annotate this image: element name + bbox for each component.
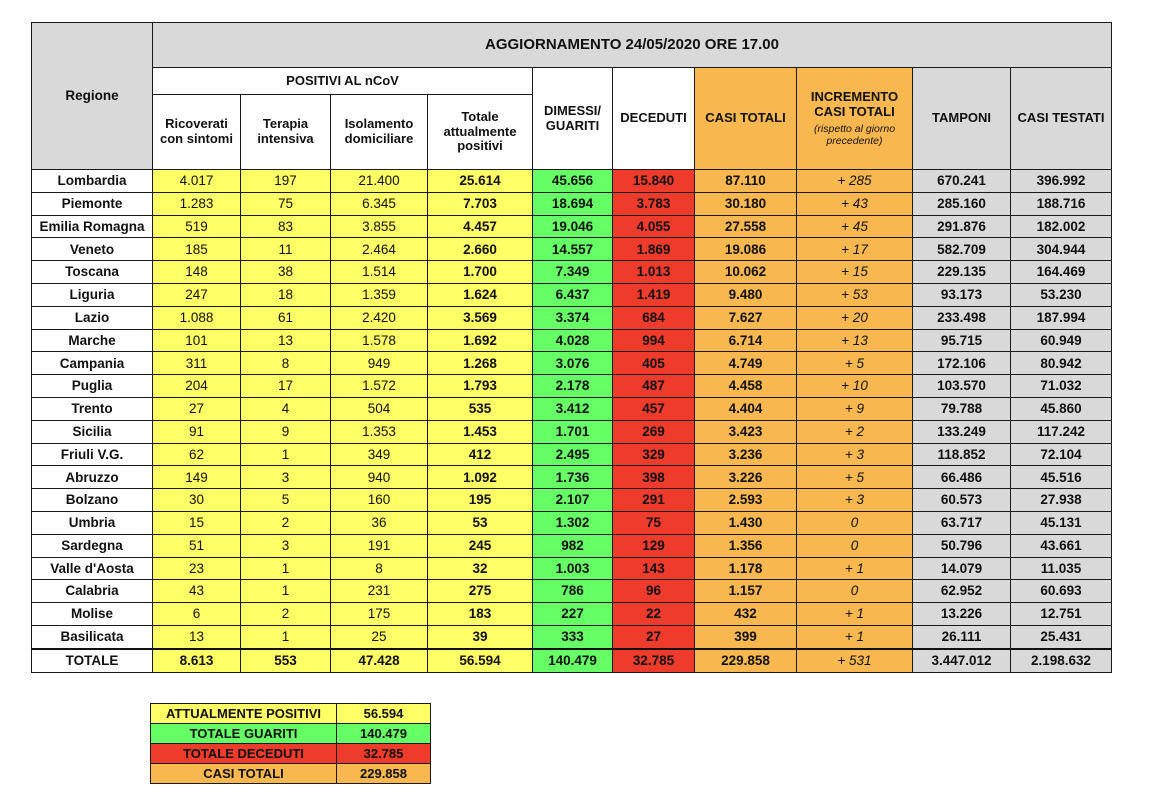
cell-isolamento: 2.420 (331, 306, 428, 329)
cell-casi: 4.458 (695, 375, 797, 398)
table-body (32, 170, 1112, 649)
header-ricoverati: Ricoverati con sintomi (153, 95, 241, 170)
cell-incremento: + 2 (797, 420, 913, 443)
cell-deceduti: 457 (613, 397, 695, 420)
cell-terapia: 61 (241, 306, 331, 329)
cell-isolamento: 1.572 (331, 375, 428, 398)
cell-ricoverati: 185 (153, 238, 241, 261)
cell-tamponi: 172.106 (913, 352, 1011, 375)
cell-deceduti: 398 (613, 466, 695, 489)
table-row (32, 192, 1112, 215)
cell-regione: Liguria (32, 283, 153, 306)
totale-dimessi: 140.479 (533, 649, 613, 673)
cell-regione: Bolzano (32, 489, 153, 512)
cell-dimessi: 6.437 (533, 283, 613, 306)
cell-tamponi: 62.952 (913, 580, 1011, 603)
cell-ricoverati: 4.017 (153, 170, 241, 193)
cell-ricoverati: 149 (153, 466, 241, 489)
table-row (32, 238, 1112, 261)
cell-casi: 3.423 (695, 420, 797, 443)
totale-terapia: 553 (241, 649, 331, 673)
cell-totale: 535 (428, 397, 533, 420)
cell-ricoverati: 13 (153, 625, 241, 648)
cell-totale: 275 (428, 580, 533, 603)
cell-isolamento: 1.353 (331, 420, 428, 443)
cell-testati: 43.661 (1011, 534, 1112, 557)
summary-label: ATTUALMENTE POSITIVI (151, 704, 337, 724)
totale-incremento: + 531 (797, 649, 913, 673)
cell-testati: 396.992 (1011, 170, 1112, 193)
cell-casi: 7.627 (695, 306, 797, 329)
cell-terapia: 9 (241, 420, 331, 443)
cell-tamponi: 582.709 (913, 238, 1011, 261)
cell-ricoverati: 43 (153, 580, 241, 603)
cell-incremento: + 285 (797, 170, 913, 193)
cell-casi: 3.226 (695, 466, 797, 489)
cell-terapia: 1 (241, 443, 331, 466)
table-row (32, 397, 1112, 420)
header-casi-totali: CASI TOTALI (695, 68, 797, 170)
cell-totale: 1.692 (428, 329, 533, 352)
cell-terapia: 83 (241, 215, 331, 238)
cell-ricoverati: 15 (153, 511, 241, 534)
cell-regione: Abruzzo (32, 466, 153, 489)
cell-ricoverati: 27 (153, 397, 241, 420)
cell-deceduti: 15.840 (613, 170, 695, 193)
summary-row (151, 764, 431, 784)
summary-value: 229.858 (337, 764, 431, 784)
summary-row (151, 704, 431, 724)
cell-regione: Lazio (32, 306, 153, 329)
cell-dimessi: 14.557 (533, 238, 613, 261)
cell-dimessi: 18.694 (533, 192, 613, 215)
cell-deceduti: 4.055 (613, 215, 695, 238)
cell-deceduti: 75 (613, 511, 695, 534)
table-title: AGGIORNAMENTO 24/05/2020 ORE 17.00 (153, 23, 1112, 68)
cell-casi: 19.086 (695, 238, 797, 261)
header-isolamento: Isolamento domiciliare (331, 95, 428, 170)
cell-tamponi: 229.135 (913, 261, 1011, 284)
cell-regione: Emilia Romagna (32, 215, 153, 238)
table-row (32, 215, 1112, 238)
summary-label: TOTALE GUARITI (151, 724, 337, 744)
table-row (32, 603, 1112, 626)
header-regione: Regione (32, 23, 153, 170)
cell-casi: 27.558 (695, 215, 797, 238)
cell-regione: Valle d'Aosta (32, 557, 153, 580)
header-deceduti: DECEDUTI (613, 68, 695, 170)
cell-terapia: 1 (241, 625, 331, 648)
cell-ricoverati: 23 (153, 557, 241, 580)
cell-terapia: 38 (241, 261, 331, 284)
cell-dimessi: 3.412 (533, 397, 613, 420)
cell-casi: 6.714 (695, 329, 797, 352)
cell-regione: Lombardia (32, 170, 153, 193)
cell-dimessi: 1.701 (533, 420, 613, 443)
cell-incremento: + 5 (797, 352, 913, 375)
cell-isolamento: 25 (331, 625, 428, 648)
cell-testati: 117.242 (1011, 420, 1112, 443)
cell-isolamento: 1.578 (331, 329, 428, 352)
cell-isolamento: 160 (331, 489, 428, 512)
cell-deceduti: 1.419 (613, 283, 695, 306)
cell-terapia: 2 (241, 603, 331, 626)
cell-terapia: 3 (241, 466, 331, 489)
cell-totale: 2.660 (428, 238, 533, 261)
cell-terapia: 5 (241, 489, 331, 512)
cell-dimessi: 2.495 (533, 443, 613, 466)
summary-value: 32.785 (337, 744, 431, 764)
cell-isolamento: 349 (331, 443, 428, 466)
cell-ricoverati: 6 (153, 603, 241, 626)
cell-incremento: + 1 (797, 625, 913, 648)
cell-tamponi: 50.796 (913, 534, 1011, 557)
cell-casi: 87.110 (695, 170, 797, 193)
summary-label: TOTALE DECEDUTI (151, 744, 337, 764)
cell-dimessi: 1.003 (533, 557, 613, 580)
cell-ricoverati: 1.283 (153, 192, 241, 215)
cell-totale: 39 (428, 625, 533, 648)
cell-incremento: + 3 (797, 489, 913, 512)
header-incremento-note: (rispetto al giorno precedente) (813, 122, 896, 147)
cell-incremento: 0 (797, 511, 913, 534)
totale-row (32, 649, 1112, 673)
cell-deceduti: 22 (613, 603, 695, 626)
cell-deceduti: 1.869 (613, 238, 695, 261)
cell-incremento: + 15 (797, 261, 913, 284)
cell-tamponi: 670.241 (913, 170, 1011, 193)
cell-deceduti: 405 (613, 352, 695, 375)
cell-testati: 45.860 (1011, 397, 1112, 420)
cell-terapia: 13 (241, 329, 331, 352)
cell-dimessi: 227 (533, 603, 613, 626)
cell-incremento: + 5 (797, 466, 913, 489)
cell-ricoverati: 1.088 (153, 306, 241, 329)
cell-incremento: + 1 (797, 603, 913, 626)
cell-isolamento: 191 (331, 534, 428, 557)
cell-tamponi: 133.249 (913, 420, 1011, 443)
cell-regione: Marche (32, 329, 153, 352)
table-row (32, 489, 1112, 512)
cell-totale: 4.457 (428, 215, 533, 238)
cell-incremento: + 10 (797, 375, 913, 398)
cell-isolamento: 504 (331, 397, 428, 420)
cell-terapia: 1 (241, 557, 331, 580)
cell-regione: Molise (32, 603, 153, 626)
cell-testati: 164.469 (1011, 261, 1112, 284)
cell-terapia: 1 (241, 580, 331, 603)
cell-testati: 188.716 (1011, 192, 1112, 215)
cell-dimessi: 2.107 (533, 489, 613, 512)
cell-totale: 412 (428, 443, 533, 466)
table-row (32, 625, 1112, 648)
cell-totale: 1.793 (428, 375, 533, 398)
cell-dimessi: 333 (533, 625, 613, 648)
cell-totale: 1.092 (428, 466, 533, 489)
cell-terapia: 197 (241, 170, 331, 193)
cell-totale: 195 (428, 489, 533, 512)
cell-ricoverati: 91 (153, 420, 241, 443)
cell-testati: 182.002 (1011, 215, 1112, 238)
cell-isolamento: 231 (331, 580, 428, 603)
cell-tamponi: 13.226 (913, 603, 1011, 626)
table-row (32, 375, 1112, 398)
cell-ricoverati: 148 (153, 261, 241, 284)
cell-tamponi: 95.715 (913, 329, 1011, 352)
cell-casi: 399 (695, 625, 797, 648)
cell-terapia: 4 (241, 397, 331, 420)
summary-row (151, 724, 431, 744)
cell-deceduti: 3.783 (613, 192, 695, 215)
cell-dimessi: 3.374 (533, 306, 613, 329)
cell-dimessi: 45.656 (533, 170, 613, 193)
cell-terapia: 2 (241, 511, 331, 534)
cell-ricoverati: 519 (153, 215, 241, 238)
cell-ricoverati: 30 (153, 489, 241, 512)
cell-terapia: 18 (241, 283, 331, 306)
cell-casi: 432 (695, 603, 797, 626)
cell-testati: 27.938 (1011, 489, 1112, 512)
cell-isolamento: 1.514 (331, 261, 428, 284)
cell-deceduti: 96 (613, 580, 695, 603)
cell-testati: 25.431 (1011, 625, 1112, 648)
cell-incremento: + 3 (797, 443, 913, 466)
header-tamponi: TAMPONI (913, 68, 1011, 170)
cell-deceduti: 329 (613, 443, 695, 466)
cell-casi: 3.236 (695, 443, 797, 466)
header-incremento-label: INCREMENTO CASI TOTALI (810, 89, 899, 119)
cell-incremento: + 1 (797, 557, 913, 580)
cell-casi: 2.593 (695, 489, 797, 512)
cell-dimessi: 7.349 (533, 261, 613, 284)
cell-casi: 1.178 (695, 557, 797, 580)
cell-isolamento: 2.464 (331, 238, 428, 261)
cell-totale: 1.268 (428, 352, 533, 375)
cell-regione: Friuli V.G. (32, 443, 153, 466)
cell-deceduti: 269 (613, 420, 695, 443)
cell-totale: 245 (428, 534, 533, 557)
cell-deceduti: 1.013 (613, 261, 695, 284)
cell-ricoverati: 101 (153, 329, 241, 352)
cell-casi: 1.430 (695, 511, 797, 534)
cell-dimessi: 982 (533, 534, 613, 557)
cell-incremento: + 45 (797, 215, 913, 238)
cell-incremento: + 53 (797, 283, 913, 306)
cell-dimessi: 786 (533, 580, 613, 603)
table-row (32, 443, 1112, 466)
cell-terapia: 8 (241, 352, 331, 375)
table-row (32, 306, 1112, 329)
cell-isolamento: 940 (331, 466, 428, 489)
cell-isolamento: 3.855 (331, 215, 428, 238)
cell-testati: 11.035 (1011, 557, 1112, 580)
cell-totale: 1.453 (428, 420, 533, 443)
cell-tamponi: 66.486 (913, 466, 1011, 489)
cell-ricoverati: 204 (153, 375, 241, 398)
cell-regione: Sardegna (32, 534, 153, 557)
cell-testati: 60.949 (1011, 329, 1112, 352)
cell-casi: 1.157 (695, 580, 797, 603)
cell-deceduti: 487 (613, 375, 695, 398)
cell-casi: 1.356 (695, 534, 797, 557)
header-positivi-group: POSITIVI AL nCoV (153, 68, 533, 95)
header-totale-positivi: Totale attualmente positivi (428, 95, 533, 170)
cell-deceduti: 129 (613, 534, 695, 557)
cell-isolamento: 36 (331, 511, 428, 534)
cell-casi: 10.062 (695, 261, 797, 284)
cell-terapia: 3 (241, 534, 331, 557)
table-row (32, 283, 1112, 306)
cell-testati: 60.693 (1011, 580, 1112, 603)
summary-row (151, 744, 431, 764)
cell-tamponi: 93.173 (913, 283, 1011, 306)
cell-totale: 25.614 (428, 170, 533, 193)
cell-ricoverati: 62 (153, 443, 241, 466)
cell-isolamento: 21.400 (331, 170, 428, 193)
cell-totale: 32 (428, 557, 533, 580)
cell-terapia: 17 (241, 375, 331, 398)
cell-regione: Trento (32, 397, 153, 420)
cell-testati: 45.131 (1011, 511, 1112, 534)
cell-testati: 12.751 (1011, 603, 1112, 626)
totale-isolamento: 47.428 (331, 649, 428, 673)
cell-testati: 80.942 (1011, 352, 1112, 375)
cell-totale: 3.569 (428, 306, 533, 329)
summary-table (150, 703, 431, 784)
cell-tamponi: 79.788 (913, 397, 1011, 420)
cell-totale: 7.703 (428, 192, 533, 215)
totale-ricoverati: 8.613 (153, 649, 241, 673)
cell-tamponi: 233.498 (913, 306, 1011, 329)
table-row (32, 261, 1112, 284)
cell-casi: 30.180 (695, 192, 797, 215)
cell-deceduti: 291 (613, 489, 695, 512)
header-casi-testati: CASI TESTATI (1011, 68, 1112, 170)
cell-dimessi: 2.178 (533, 375, 613, 398)
cell-terapia: 75 (241, 192, 331, 215)
cell-regione: Basilicata (32, 625, 153, 648)
cell-tamponi: 26.111 (913, 625, 1011, 648)
summary-value: 56.594 (337, 704, 431, 724)
cell-deceduti: 994 (613, 329, 695, 352)
cell-incremento: + 20 (797, 306, 913, 329)
table-row (32, 170, 1112, 193)
cell-totale: 53 (428, 511, 533, 534)
cell-totale: 183 (428, 603, 533, 626)
cell-tamponi: 291.876 (913, 215, 1011, 238)
cell-dimessi: 19.046 (533, 215, 613, 238)
cell-isolamento: 175 (331, 603, 428, 626)
cell-testati: 71.032 (1011, 375, 1112, 398)
cell-deceduti: 684 (613, 306, 695, 329)
cell-regione: Toscana (32, 261, 153, 284)
cell-incremento: 0 (797, 580, 913, 603)
cell-tamponi: 103.570 (913, 375, 1011, 398)
totale-testati: 2.198.632 (1011, 649, 1112, 673)
cell-tamponi: 63.717 (913, 511, 1011, 534)
cell-testati: 72.104 (1011, 443, 1112, 466)
summary-value: 140.479 (337, 724, 431, 744)
cell-isolamento: 949 (331, 352, 428, 375)
cell-regione: Sicilia (32, 420, 153, 443)
cell-incremento: 0 (797, 534, 913, 557)
cell-isolamento: 6.345 (331, 192, 428, 215)
table-row (32, 466, 1112, 489)
table-row (32, 534, 1112, 557)
totale-tamponi: 3.447.012 (913, 649, 1011, 673)
cell-ricoverati: 247 (153, 283, 241, 306)
cell-testati: 45.516 (1011, 466, 1112, 489)
totale-casi: 229.858 (695, 649, 797, 673)
table-row (32, 557, 1112, 580)
cell-casi: 4.404 (695, 397, 797, 420)
cell-incremento: + 43 (797, 192, 913, 215)
totale-positivi: 56.594 (428, 649, 533, 673)
cell-terapia: 11 (241, 238, 331, 261)
cell-incremento: + 9 (797, 397, 913, 420)
cell-tamponi: 285.160 (913, 192, 1011, 215)
cell-testati: 304.944 (1011, 238, 1112, 261)
cell-dimessi: 1.302 (533, 511, 613, 534)
cell-isolamento: 8 (331, 557, 428, 580)
cell-tamponi: 14.079 (913, 557, 1011, 580)
cell-regione: Campania (32, 352, 153, 375)
cell-dimessi: 3.076 (533, 352, 613, 375)
table-row (32, 511, 1112, 534)
cell-regione: Umbria (32, 511, 153, 534)
cell-ricoverati: 51 (153, 534, 241, 557)
table-row (32, 420, 1112, 443)
cell-incremento: + 13 (797, 329, 913, 352)
cell-dimessi: 1.736 (533, 466, 613, 489)
header-incremento (797, 68, 913, 170)
cell-totale: 1.624 (428, 283, 533, 306)
cell-regione: Piemonte (32, 192, 153, 215)
cell-regione: Puglia (32, 375, 153, 398)
cell-testati: 53.230 (1011, 283, 1112, 306)
table-row (32, 352, 1112, 375)
cell-totale: 1.700 (428, 261, 533, 284)
header-dimessi: DIMESSI/ GUARITI (533, 68, 613, 170)
cell-casi: 9.480 (695, 283, 797, 306)
cell-ricoverati: 311 (153, 352, 241, 375)
table-row (32, 329, 1112, 352)
cell-casi: 4.749 (695, 352, 797, 375)
cell-tamponi: 118.852 (913, 443, 1011, 466)
totale-deceduti: 32.785 (613, 649, 695, 673)
cell-deceduti: 27 (613, 625, 695, 648)
cell-deceduti: 143 (613, 557, 695, 580)
cell-dimessi: 4.028 (533, 329, 613, 352)
covid-regional-table (31, 22, 1112, 673)
summary-label: CASI TOTALI (151, 764, 337, 784)
cell-testati: 187.994 (1011, 306, 1112, 329)
cell-isolamento: 1.359 (331, 283, 428, 306)
totale-label: TOTALE (32, 649, 153, 673)
cell-regione: Calabria (32, 580, 153, 603)
cell-regione: Veneto (32, 238, 153, 261)
table-row (32, 580, 1112, 603)
header-terapia: Terapia intensiva (241, 95, 331, 170)
cell-tamponi: 60.573 (913, 489, 1011, 512)
cell-incremento: + 17 (797, 238, 913, 261)
